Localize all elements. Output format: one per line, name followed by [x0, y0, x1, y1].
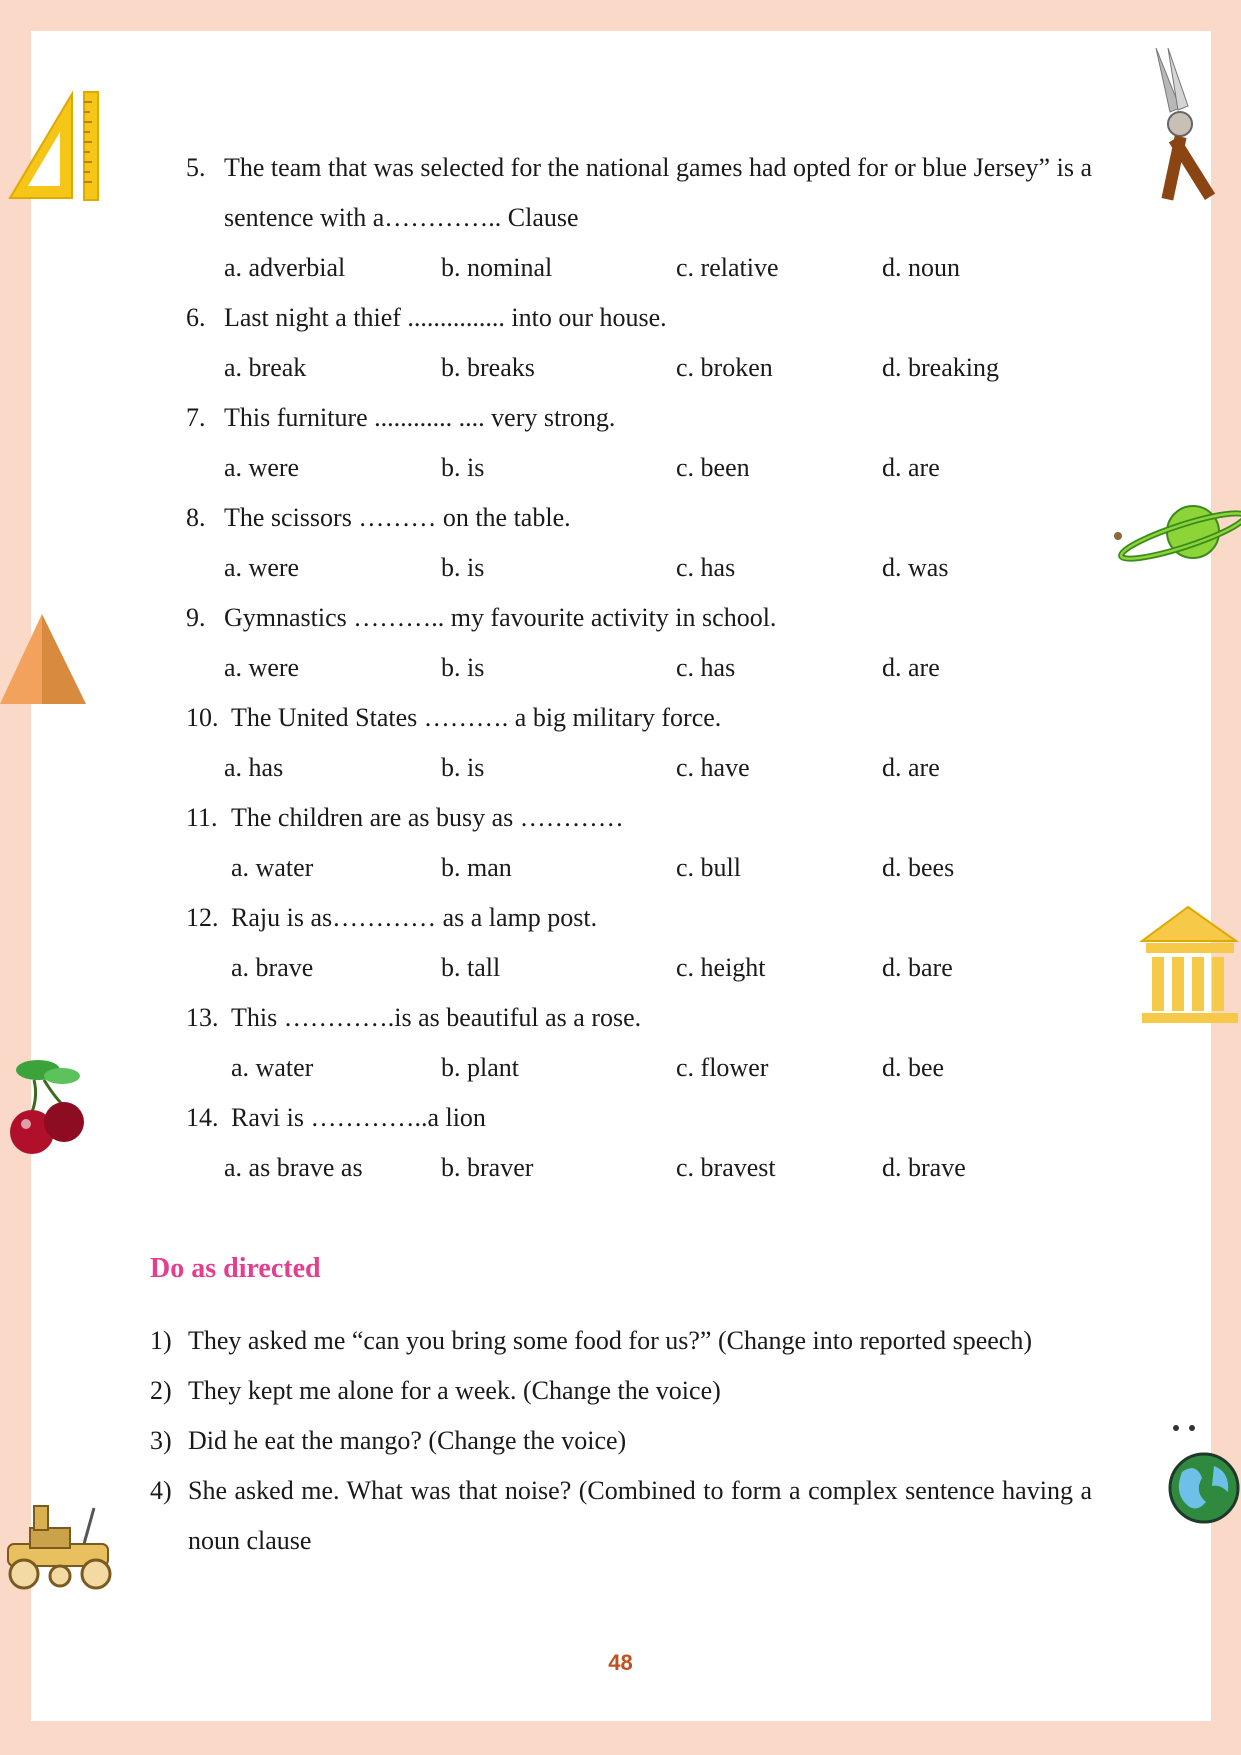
directed-number: 4) [150, 1476, 172, 1505]
option-c: c. have [676, 753, 750, 782]
option-b: b. man [441, 853, 512, 882]
option-c: c. height [676, 953, 766, 982]
option-a: a. were [224, 453, 300, 482]
pyramid-icon [0, 612, 88, 706]
directed-item [150, 1466, 1092, 1566]
option-b: b. tall [441, 953, 501, 982]
option-b: b. plant [441, 1053, 519, 1082]
question-number: 13. [186, 1003, 219, 1032]
question-stem: The team that was selected for the national games had opted for or blue Jersey” is a sentence with a………….. Clause [224, 153, 1092, 232]
directed-text: Did he eat the mango? (Change the voice) [188, 1426, 627, 1455]
options-row [186, 843, 1092, 893]
question-number: 8. [186, 503, 206, 532]
page-number: 48 [608, 1650, 633, 1675]
options-row [186, 743, 1092, 793]
option-a: a. were [224, 553, 300, 582]
rover-icon [0, 1498, 125, 1598]
pliers-icon [1148, 48, 1238, 208]
option-a: a. adverbial [224, 253, 346, 282]
options-row [186, 943, 1092, 993]
option-d: d. brave [882, 1153, 966, 1182]
question-number: 11. [186, 803, 218, 832]
question-stem: The United States ………. a big military force. [231, 703, 722, 732]
option-a: a. has [224, 753, 284, 782]
option-d: d. bees [882, 853, 955, 882]
option-a: a. water [231, 1053, 314, 1082]
question-stem: Raju is as………… as a lamp post. [231, 903, 598, 932]
options-row [186, 343, 1092, 393]
option-b: b. is [441, 653, 485, 682]
directed-text: She asked me. What was that noise? (Combined to form a complex sentence having a noun clause [188, 1476, 1092, 1555]
question-item [186, 993, 1092, 1043]
directed-text: They asked me “can you bring some food for us?” (Change into reported speech) [188, 1326, 1032, 1355]
option-c: c. bravest [676, 1153, 776, 1182]
option-d: d. noun [882, 253, 960, 282]
option-a: a. break [224, 353, 307, 382]
question-number: 6. [186, 303, 206, 332]
option-a: a. were [224, 653, 300, 682]
question-stem: Last night a thief ............... into our house. [224, 303, 667, 332]
cherry-icon [4, 1056, 90, 1160]
question-item [186, 693, 1092, 743]
option-d: d. bare [882, 953, 953, 982]
options-row [186, 443, 1092, 493]
options-row [186, 543, 1092, 593]
question-stem: The scissors ……… on the table. [224, 503, 571, 532]
option-c: c. has [676, 553, 736, 582]
option-c: c. flower [676, 1053, 769, 1082]
option-c: c. relative [676, 253, 779, 282]
directed-text: They kept me alone for a week. (Change the voice) [188, 1376, 721, 1405]
option-b: b. nominal [441, 253, 553, 282]
directed-item [150, 1316, 1092, 1366]
question-item [186, 893, 1092, 943]
directed-item [150, 1366, 1092, 1416]
option-a: a. water [231, 853, 314, 882]
question-number: 12. [186, 903, 219, 932]
option-a: a. brave [231, 953, 314, 982]
option-c: c. has [676, 653, 736, 682]
question-item [186, 1093, 1092, 1143]
option-d: d. are [882, 453, 940, 482]
question-number: 10. [186, 703, 219, 732]
question-number: 7. [186, 403, 206, 432]
options-row [186, 1043, 1092, 1093]
section-heading: Do as directed [150, 1253, 321, 1284]
question-item [186, 793, 1092, 843]
question-number: 9. [186, 603, 206, 632]
question-number: 5. [186, 153, 206, 182]
options-row [186, 243, 1092, 293]
question-item [186, 293, 1092, 343]
question-stem: Gymnastics ……….. my favourite activity in school. [224, 603, 777, 632]
option-d: d. was [882, 553, 949, 582]
directed-number: 2) [150, 1376, 172, 1405]
option-d: d. are [882, 653, 940, 682]
option-d: d. breaking [882, 353, 999, 382]
pillar-building-icon [1138, 905, 1241, 1025]
option-d: d. are [882, 753, 940, 782]
option-b: b. is [441, 753, 485, 782]
directed-number: 1) [150, 1326, 172, 1355]
option-b: b. breaks [441, 353, 535, 382]
question-stem: Ravi is …………..a lion [231, 1103, 486, 1132]
mcq-list [186, 143, 1092, 1193]
options-row [186, 1143, 1092, 1193]
question-item [186, 493, 1092, 543]
planet-icon [1108, 498, 1241, 570]
globe-icon [1166, 1422, 1241, 1526]
option-c: c. broken [676, 353, 773, 382]
option-b: b. braver [441, 1153, 534, 1182]
option-c: c. been [676, 453, 750, 482]
ruler-triangle-icon [4, 88, 104, 203]
directed-number: 3) [150, 1426, 172, 1455]
question-stem: This ………….is as beautiful as a rose. [231, 1003, 642, 1032]
option-b: b. is [441, 553, 485, 582]
option-a: a. as brave as [224, 1153, 363, 1182]
question-stem: The children are as busy as ………… [231, 803, 624, 832]
directed-list [150, 1316, 1092, 1566]
directed-item [150, 1416, 1092, 1466]
option-b: b. is [441, 453, 485, 482]
question-item [186, 143, 1092, 243]
question-number: 14. [186, 1103, 219, 1132]
option-c: c. bull [676, 853, 741, 882]
question-item [186, 593, 1092, 643]
question-item [186, 393, 1092, 443]
option-d: d. bee [882, 1053, 945, 1082]
options-row [186, 643, 1092, 693]
question-stem: This furniture ............ .... very strong. [224, 403, 616, 432]
